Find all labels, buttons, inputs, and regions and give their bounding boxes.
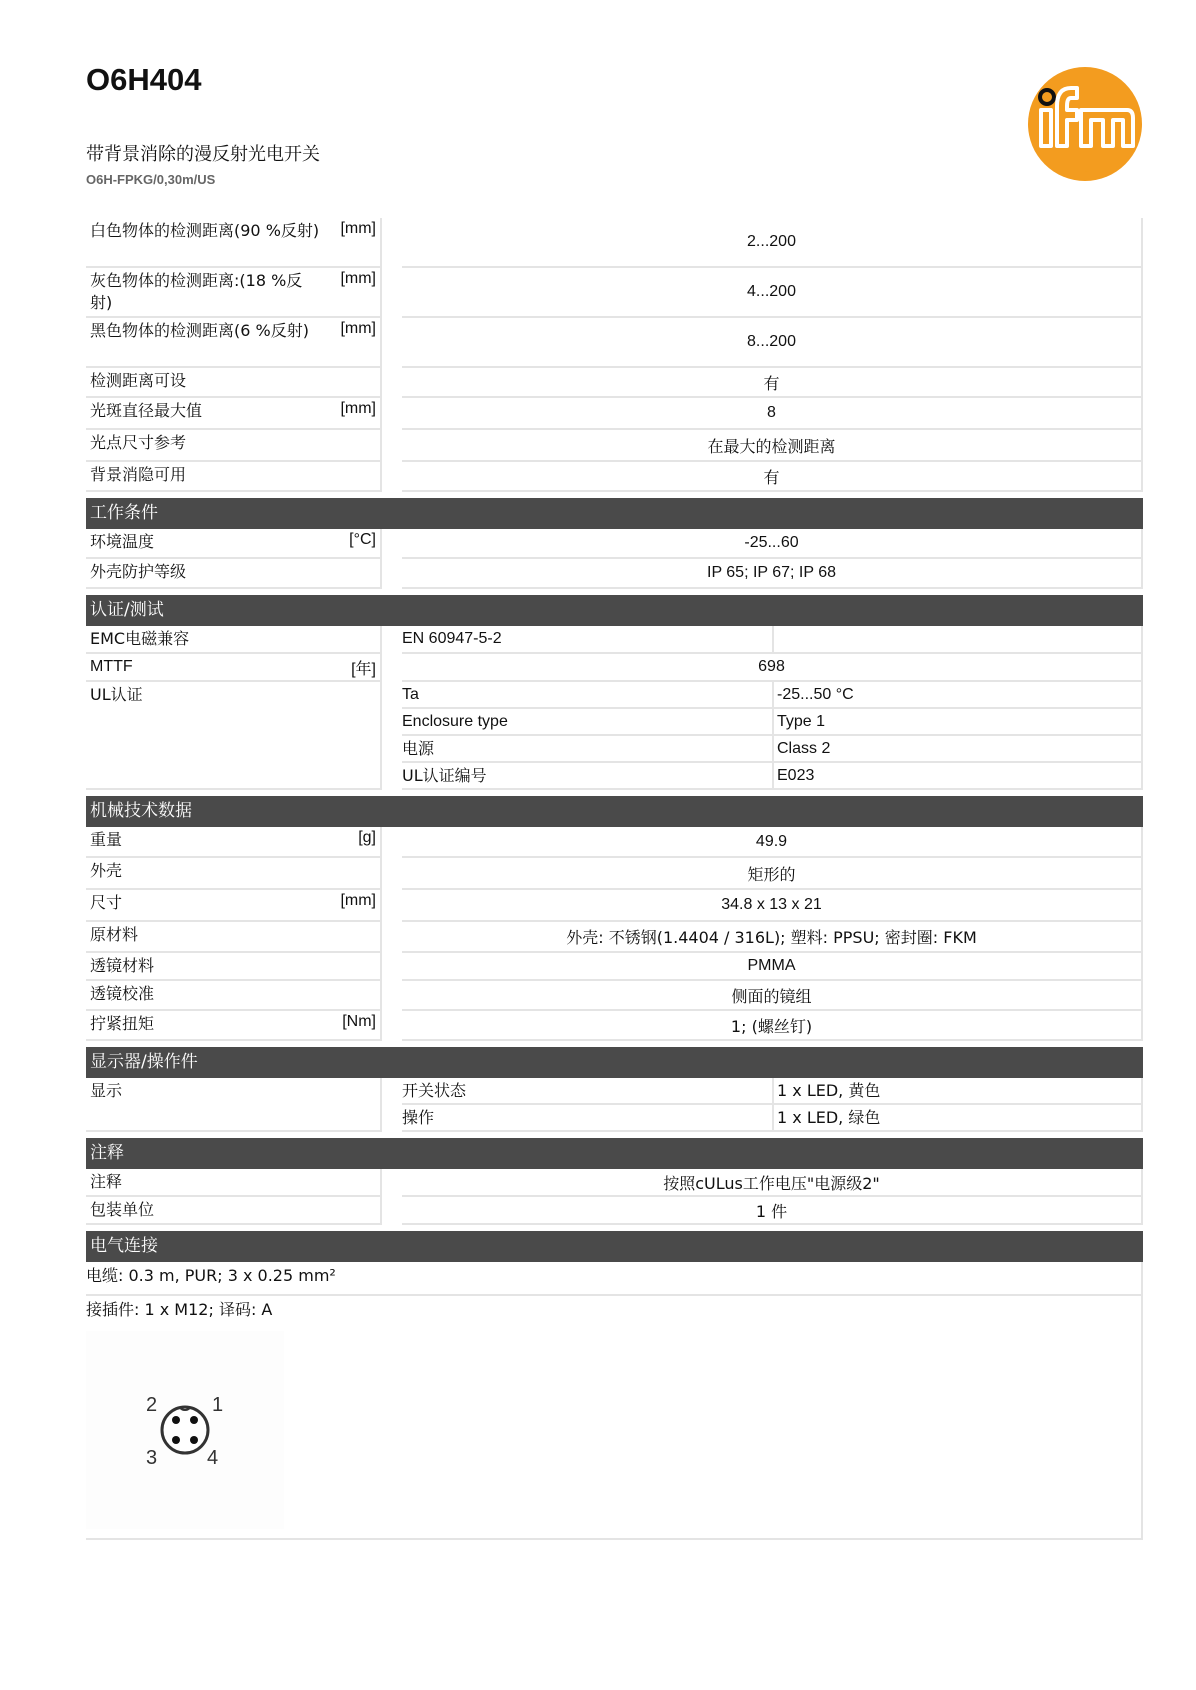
spec-value: 1; (螺丝钉) [402, 1011, 1143, 1041]
display-value: 1 x LED, 黄色 [774, 1078, 1143, 1105]
section-header-certification: 认证/测试 [86, 595, 1143, 626]
spec-label: 透镜材料 [90, 956, 155, 975]
spec-row [86, 559, 1143, 589]
spec-row [86, 654, 1143, 682]
spec-value: 有 [402, 368, 1143, 398]
spec-label-cell [86, 827, 382, 858]
display-value: 1 x LED, 绿色 [774, 1105, 1143, 1132]
spec-label-cell [86, 890, 382, 922]
ul-key: 电源 [402, 736, 774, 763]
ul-key: UL认证编号 [402, 763, 774, 790]
spec-value: 698 [402, 654, 1143, 682]
display-row [402, 1078, 1143, 1105]
spec-label-cell [86, 1169, 382, 1197]
spec-row [86, 398, 1143, 430]
pin-4 [190, 1436, 198, 1444]
pin-1 [190, 1416, 198, 1424]
m12-pin-layout-icon [86, 1331, 284, 1529]
section-header-mechanical: 机械技术数据 [86, 796, 1143, 827]
ifm-logo-icon [1027, 66, 1143, 182]
pin-2 [172, 1416, 180, 1424]
display-key: 操作 [402, 1105, 774, 1132]
cable-info: 电缆: 0.3 m, PUR; 3 x 0.25 mm² [86, 1266, 336, 1285]
datasheet-content [86, 218, 1143, 1540]
spec-row-ul [86, 682, 1143, 790]
spec-row [86, 529, 1143, 559]
spec-row [86, 922, 1143, 953]
spec-label: MTTF [90, 658, 133, 675]
product-title: O6H404 [86, 62, 202, 97]
spec-row [86, 1169, 1143, 1197]
spec-unit: [mm] [340, 220, 376, 237]
spec-label: 白色物体的检测距离(90 %反射) [90, 221, 320, 240]
spec-label: 灰色物体的检测距离:(18 %反射) [90, 271, 303, 312]
display-key: 开关状态 [402, 1078, 774, 1105]
spec-label-cell [86, 922, 382, 953]
ul-value: Type 1 [774, 709, 1143, 736]
spec-value: IP 65; IP 67; IP 68 [402, 559, 1143, 589]
spec-value: 34.8 x 13 x 21 [402, 890, 1143, 922]
ul-row [402, 763, 1143, 790]
pin-label: 4 [207, 1447, 219, 1469]
section-header-notes: 注释 [86, 1138, 1143, 1169]
spec-label-cell [86, 1011, 382, 1041]
spec-unit: [mm] [340, 400, 376, 417]
spec-unit: [mm] [340, 320, 376, 337]
spec-label-cell [86, 368, 382, 398]
spec-label: EMC电磁兼容 [90, 629, 190, 648]
spec-row [86, 953, 1143, 981]
cable-block [86, 1262, 1143, 1296]
spec-row [86, 626, 1143, 654]
spec-label-cell [86, 626, 382, 654]
spec-value: 4...200 [402, 268, 1143, 318]
spec-label-cell [86, 529, 382, 559]
spec-label: 检测距离可设 [90, 371, 187, 390]
pin-label: 2 [146, 1394, 158, 1416]
spec-label: 重量 [90, 830, 123, 849]
spec-row [86, 1197, 1143, 1225]
spec-label: 显示 [90, 1081, 123, 1100]
display-split [402, 1078, 1143, 1132]
pin-label: 3 [146, 1447, 158, 1469]
product-subtitle: 带背景消除的漫反射光电开关 [86, 144, 320, 165]
spec-value: 侧面的镜组 [402, 981, 1143, 1011]
spec-value: 8...200 [402, 318, 1143, 368]
spec-row [86, 318, 1143, 368]
spec-label-cell [86, 559, 382, 589]
spec-label: 外壳 [90, 861, 123, 880]
ul-value: Class 2 [774, 736, 1143, 763]
connector-diagram [86, 1331, 284, 1529]
spec-label: UL认证 [90, 685, 143, 704]
display-row [402, 1105, 1143, 1132]
spec-value: -25...60 [402, 529, 1143, 559]
spec-label-cell [86, 654, 382, 682]
spec-label-cell [86, 981, 382, 1011]
spec-row [86, 858, 1143, 890]
spec-value: PMMA [402, 953, 1143, 981]
spec-row [86, 430, 1143, 462]
spec-row [86, 1011, 1143, 1041]
spec-value: 49.9 [402, 827, 1143, 858]
spec-label-cell [86, 318, 382, 368]
spec-unit: [mm] [340, 270, 376, 287]
spec-row-display [86, 1078, 1143, 1132]
spec-row [86, 462, 1143, 492]
emc-empty-cell [774, 626, 1143, 654]
spec-label-cell [86, 218, 382, 268]
ul-key: Ta [402, 682, 774, 709]
spec-unit: [g] [358, 829, 376, 846]
spec-value: 外壳: 不锈钢(1.4404 / 316L); 塑料: PPSU; 密封圈: FKM [402, 922, 1143, 953]
spec-label: 环境温度 [90, 532, 155, 551]
spec-label-cell [86, 1078, 382, 1132]
spec-label: 尺寸 [90, 893, 123, 912]
ul-key: Enclosure type [402, 709, 774, 736]
ul-value: -25...50 °C [774, 682, 1143, 709]
section-header-display: 显示器/操作件 [86, 1047, 1143, 1078]
spec-label: 黑色物体的检测距离(6 %反射) [90, 321, 309, 340]
connector-block [86, 1296, 1143, 1540]
pin-3 [172, 1436, 180, 1444]
ul-row [402, 682, 1143, 709]
ul-value: E023 [774, 763, 1143, 790]
spec-label-cell [86, 268, 382, 318]
spec-label-cell [86, 462, 382, 492]
ul-row [402, 709, 1143, 736]
spec-label: 注释 [90, 1172, 123, 1191]
pin-label: 1 [212, 1394, 224, 1416]
spec-value: 1 件 [402, 1197, 1143, 1225]
spec-row [86, 890, 1143, 922]
spec-label: 包装单位 [90, 1200, 155, 1219]
emc-split [402, 626, 1143, 654]
ul-row [402, 736, 1143, 763]
spec-label: 拧紧扭矩 [90, 1014, 155, 1033]
spec-label: 外壳防护等级 [90, 562, 187, 581]
spec-row [86, 981, 1143, 1011]
emc-row [402, 626, 1143, 654]
spec-label-cell [86, 682, 382, 790]
spec-unit: [年] [351, 661, 376, 678]
spec-row [86, 368, 1143, 398]
spec-row [86, 827, 1143, 858]
spec-value: 按照cULus工作电压"电源级2" [402, 1169, 1143, 1197]
connector-info: 接插件: 1 x M12; 译码: A [86, 1300, 273, 1319]
spec-unit: [°C] [349, 531, 376, 548]
spec-row [86, 218, 1143, 268]
spec-value: 有 [402, 462, 1143, 492]
spec-row [86, 268, 1143, 318]
spec-label: 光点尺寸参考 [90, 433, 187, 452]
spec-unit: [Nm] [342, 1013, 376, 1030]
spec-value: 矩形的 [402, 858, 1143, 890]
section-header-operating: 工作条件 [86, 498, 1143, 529]
spec-label: 原材料 [90, 925, 139, 944]
svg-text:ifm: ifm [1085, 171, 1089, 173]
product-code: O6H-FPKG/0,30m/US [86, 172, 216, 187]
spec-label-cell [86, 1197, 382, 1225]
spec-label: 背景消隐可用 [90, 465, 187, 484]
ul-split [402, 682, 1143, 790]
emc-value: EN 60947-5-2 [402, 626, 774, 654]
spec-value: 8 [402, 398, 1143, 430]
spec-label: 透镜校准 [90, 984, 155, 1003]
spec-label: 光斑直径最大值 [90, 401, 203, 420]
spec-label-cell [86, 858, 382, 890]
section-header-electrical: 电气连接 [86, 1231, 1143, 1262]
spec-label-cell [86, 953, 382, 981]
spec-value: 2...200 [402, 218, 1143, 268]
spec-label-cell [86, 398, 382, 430]
spec-label-cell [86, 430, 382, 462]
spec-value: 在最大的检测距离 [402, 430, 1143, 462]
spec-unit: [mm] [340, 892, 376, 909]
